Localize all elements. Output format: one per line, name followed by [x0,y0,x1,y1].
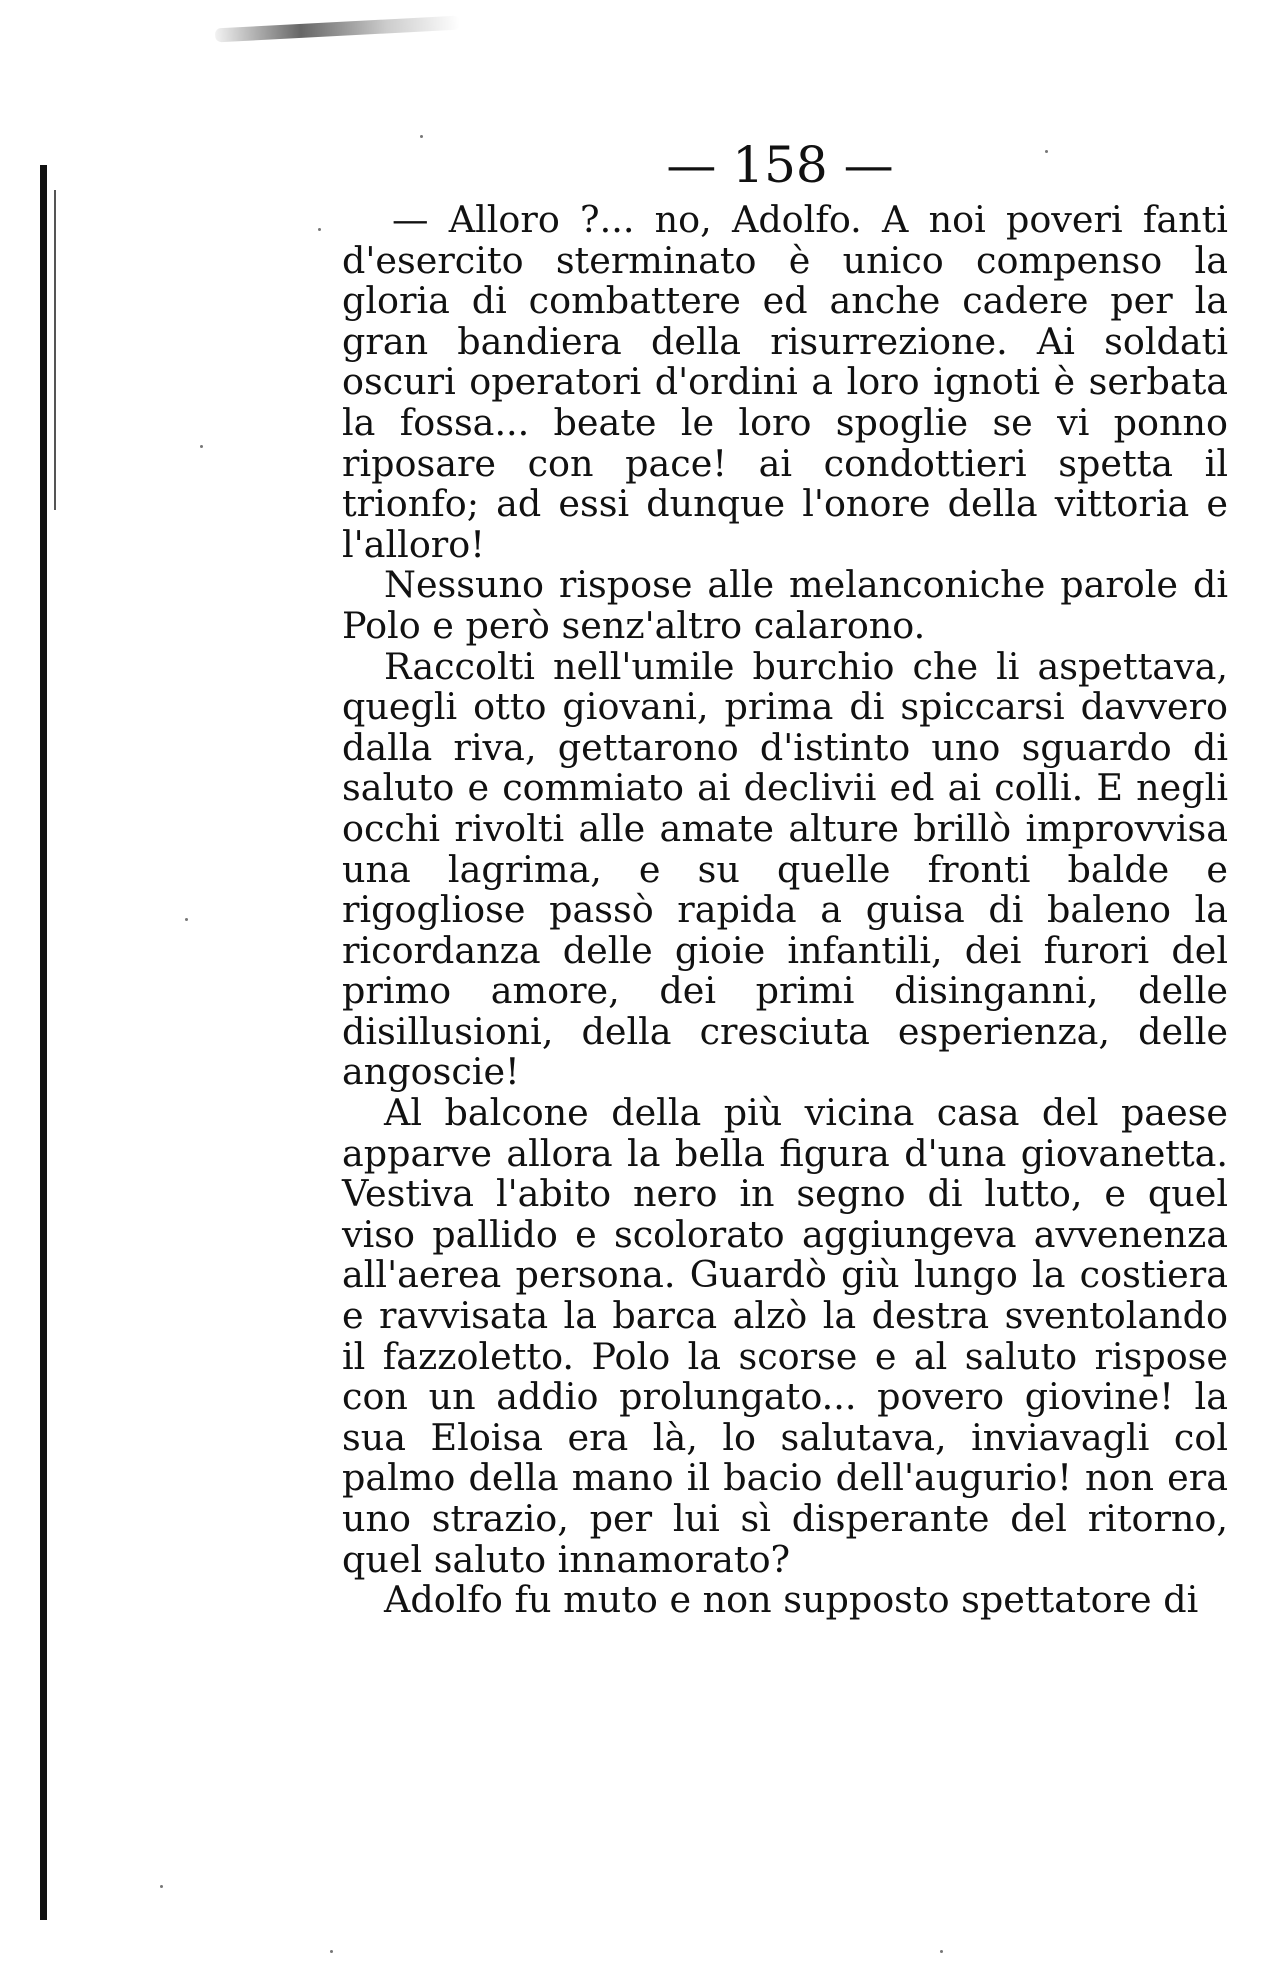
paragraph: Adolfo fu muto e non supposto spettatore di [384,1578,1199,1622]
paragraph: — Alloro ?... no, Adolfo. A noi poveri fanti d'esercito sterminato è unico compenso la gloria di combattere ed anche cadere per la gran bandiera della risurrezione. Ai soldati oscuri operatori d'ordini a loro ignoti è serbata la fossa... beate le loro spoglie se vi ponno riposare con pace! ai condottieri spetta il trionfo; ad essi dunque l'onore della vittoria e l'alloro! [342,198,1228,566]
scan-speck [420,135,423,138]
scan-speck [1045,150,1048,153]
scan-speck [160,1885,163,1888]
scan-speck [200,445,203,448]
paragraph: Al balcone della più vicina casa del paese apparve allora la bella figura d'una giovanetta. Vestiva l'abito nero in segno di lutto, e quel viso pallido e scolorato aggiungeva avvenenza all'aerea persona. Guardò giù lungo la costiera e ravvisata la barca alzò la destra sventolando il fazzoletto. Polo la scorse e al saluto rispose con un addio prolungato... povero giovine! la sua Eloisa era là, lo salutava, inviavagli col palmo della mano il bacio dell'augurio! non era uno strazio, per lui sì disperante del ritorno, quel saluto innamorato? [342,1091,1228,1581]
paragraph: Nessuno rispose alle melanconiche parole di Polo e però senz'altro calarono. [342,563,1228,647]
scan-speck [318,228,321,231]
scan-smudge [215,16,460,43]
page-number: — 158 — [666,136,894,194]
binding-edge [40,165,47,1920]
scan-speck [330,1950,333,1953]
paragraph: Raccolti nell'umile burchio che li aspettava, quegli otto giovani, prima di spiccarsi davvero dalla riva, gettarono d'istinto uno sguardo di saluto e commiato ai declivii ed ai colli. E negli occhi rivolti alle amate alture brillò improvvisa una lagrima, e su quelle fronti balde e rigogliose passò rapida a guisa di baleno la ricordanza delle gioie infantili, dei furori del primo amore, dei primi disinganni, delle disillusioni, della cresciuta esperienza, delle angoscie! [342,644,1228,1094]
scan-speck [940,1950,943,1953]
body-text [342,200,1228,1621]
binding-edge-shadow [54,190,56,510]
scan-speck [185,918,188,921]
